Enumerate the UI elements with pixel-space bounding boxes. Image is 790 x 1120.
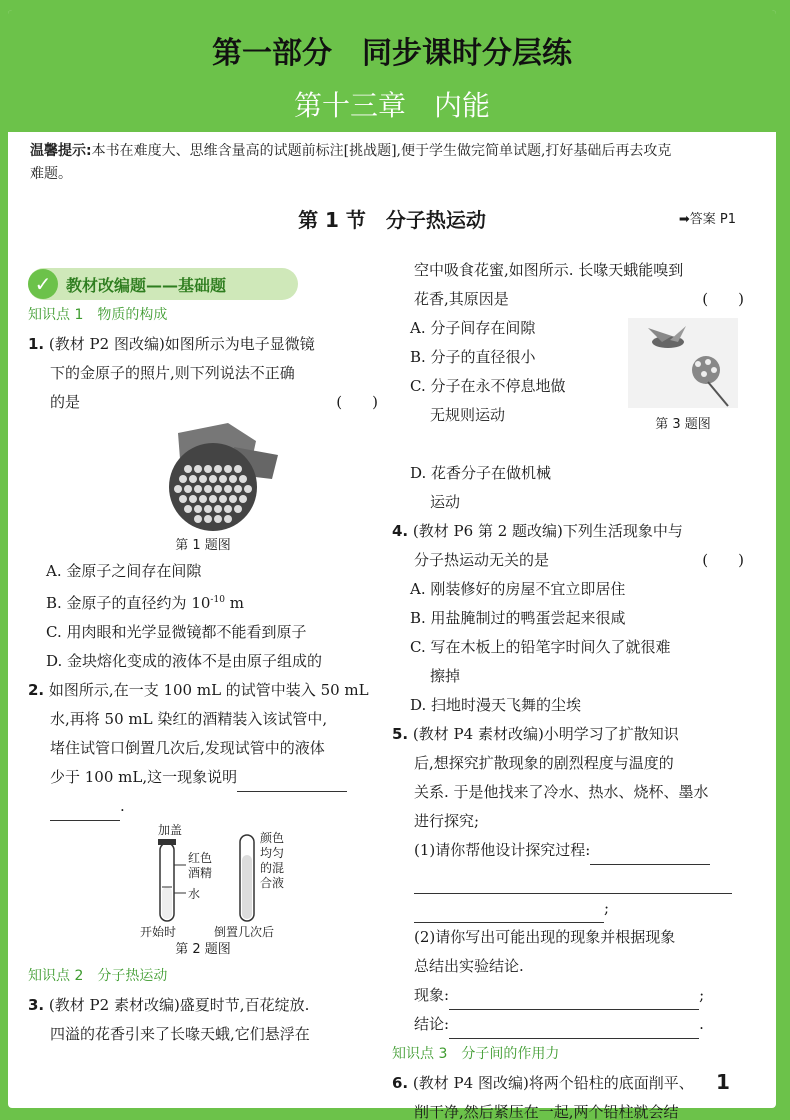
q5-text-1: (教材 P4 素材改编)小明学习了扩散知识 bbox=[412, 725, 679, 743]
q3-line-4 bbox=[392, 285, 744, 314]
q5-sub-1-line-3 bbox=[392, 894, 744, 923]
q4-option-b: B. 用盐腌制过的鸭蛋尝起来很咸 bbox=[410, 609, 626, 627]
chapter-title: 第十三章 内能 bbox=[293, 89, 490, 122]
q3-line-2: 四溢的花香引来了长喙天蛾,它们悬浮在 bbox=[50, 1025, 310, 1043]
q3-option-a: A. 分子间存在间隙 bbox=[410, 319, 536, 337]
q3-answer-paren: ( ) bbox=[702, 290, 744, 308]
q5-sub-1-line-2 bbox=[392, 865, 744, 894]
q1-option-d: D. 金块熔化变成的液体不是由原子组成的 bbox=[46, 652, 323, 670]
knowledge-point-1: 知识点 1 物质的构成 bbox=[28, 307, 168, 323]
q5-sub-1 bbox=[392, 836, 744, 865]
q2-text-1: 如图所示,在一支 100 mL 的试管中装入 50 mL bbox=[48, 681, 369, 699]
q1-line-2: 下的金原子的照片,则下列说法不正确 bbox=[50, 364, 295, 382]
fig-alcohol-label: 红色酒精 bbox=[188, 851, 213, 880]
section-badge bbox=[28, 268, 298, 300]
q3-option-c-1: C. 分子在永不停息地做 bbox=[410, 377, 566, 395]
right-column bbox=[392, 256, 744, 1120]
fig-water-label: 水 bbox=[188, 887, 201, 901]
q6-text-1: (教材 P4 图改编)将两个铅柱的底面削平、 bbox=[412, 1074, 694, 1092]
fig-mix-label: 颜色均匀的混合液 bbox=[260, 831, 285, 890]
badge-label: 教材改编题——基础题 bbox=[66, 275, 227, 295]
q1-option-b-exponent: -10 bbox=[210, 595, 225, 605]
page-number: 1 bbox=[716, 1070, 730, 1094]
q1-option-b-text: B. 金原子的直径约为 10 bbox=[46, 594, 211, 612]
q6-number: 6. bbox=[392, 1074, 409, 1092]
q5-phenomenon bbox=[392, 981, 744, 1010]
q4-answer-paren: ( ) bbox=[702, 551, 744, 569]
q1-text-3: 的是 bbox=[50, 393, 81, 411]
q1-option-b-unit: m bbox=[224, 594, 244, 612]
tip-box bbox=[30, 140, 760, 186]
q5-sub-1-text: (1)请你帮他设计探究过程: bbox=[414, 841, 591, 859]
q6-line-1 bbox=[392, 1069, 744, 1098]
tip-text: 本书在难度大、思维含量高的试题前标注[挑战题],便于学生做完简单试题,打好基础后再去攻克 bbox=[91, 143, 672, 159]
q1-option-c: C. 用肉眼和光学显微镜都不能看到原子 bbox=[46, 623, 307, 641]
q4-text-2: 分子热运动无关的是 bbox=[414, 551, 550, 569]
q5-phenomenon-end: ; bbox=[699, 986, 705, 1004]
q2-figure-caption: 第 2 题图 bbox=[175, 942, 231, 957]
q3-line-3: 空中吸食花蜜,如图所示. 长喙天蛾能嗅到 bbox=[414, 261, 684, 279]
q6-line-2: 削干净,然后紧压在一起,两个铅柱就会结 bbox=[414, 1103, 679, 1120]
answer-reference: ➡答案 P1 bbox=[678, 212, 736, 227]
q5-line-1 bbox=[392, 720, 744, 749]
q4-option-d: D. 扫地时漫天飞舞的尘埃 bbox=[410, 696, 582, 714]
q1-answer-paren: ( ) bbox=[336, 393, 378, 411]
q5-line-4: 进行探究; bbox=[414, 812, 480, 830]
q2-answer-blank[interactable] bbox=[237, 791, 347, 792]
gold-atoms-image bbox=[28, 417, 378, 535]
q4-number: 4. bbox=[392, 522, 409, 540]
knowledge-point-2: 知识点 2 分子热运动 bbox=[28, 968, 168, 984]
check-icon: ✓ bbox=[28, 269, 58, 299]
q5-conclusion-label: 结论: bbox=[414, 1015, 450, 1033]
q3-option-d-1: D. 花香分子在做机械 bbox=[410, 464, 552, 482]
q2-line-3: 堵住试管口倒置几次后,发现试管中的液体 bbox=[50, 739, 325, 757]
q2-figure bbox=[28, 821, 378, 939]
q5-sub-2-b: 总结出实验结论. bbox=[414, 957, 524, 975]
left-column bbox=[28, 268, 378, 1049]
q3-option-b: B. 分子的直径很小 bbox=[410, 348, 536, 366]
q4-option-c-2: 擦掉 bbox=[430, 667, 461, 685]
moth-flower-image bbox=[628, 318, 738, 408]
q1-text-1: (教材 P2 图改编)如图所示为电子显微镜 bbox=[48, 335, 315, 353]
q5-line-2: 后,想探究扩散现象的剧烈程度与温度的 bbox=[414, 754, 674, 772]
q4-option-a: A. 刚装修好的房屋不宜立即居住 bbox=[410, 580, 626, 598]
q2-line-2: 水,再将 50 mL 染红的酒精装入该试管中, bbox=[50, 710, 328, 728]
q5-conclusion bbox=[392, 1010, 744, 1039]
q2-text-4: 少于 100 mL,这一现象说明 bbox=[50, 768, 238, 786]
q3-number: 3. bbox=[28, 996, 45, 1014]
q4-text-1: (教材 P6 第 2 题改编)下列生活现象中与 bbox=[412, 522, 683, 540]
q1-figure bbox=[28, 417, 378, 535]
q5-sub-2-a: (2)请你写出可能出现的现象并根据现象 bbox=[414, 928, 676, 946]
q5-line-3: 关系. 于是他找来了冷水、热水、烧杯、墨水 bbox=[414, 783, 709, 801]
q5-conclusion-end: . bbox=[699, 1015, 704, 1033]
tip-label: 温馨提示: bbox=[30, 143, 92, 159]
q4-line-2 bbox=[392, 546, 744, 575]
q3-figure-caption: 第 3 题图 bbox=[655, 417, 711, 432]
q5-number: 5. bbox=[392, 725, 409, 743]
q1-line-3 bbox=[28, 388, 378, 417]
q2-line-4 bbox=[28, 763, 378, 792]
page-sheet bbox=[8, 10, 776, 1120]
tip-text-2: 难题。 bbox=[30, 166, 72, 182]
fig-start-label: 开始时 bbox=[140, 925, 177, 939]
q3-text-4: 花香,其原因是 bbox=[414, 290, 509, 308]
q4-option-c-1: C. 写在木板上的铅笔字时间久了就很难 bbox=[410, 638, 671, 656]
q1-number: 1. bbox=[28, 335, 45, 353]
q3-line-1 bbox=[28, 991, 378, 1020]
q5-sub-1-end: ; bbox=[604, 899, 610, 917]
q1-figure-caption: 第 1 题图 bbox=[175, 538, 231, 553]
q3-text-1: (教材 P2 素材改编)盛夏时节,百花绽放. bbox=[48, 996, 310, 1014]
q1-option-b bbox=[28, 586, 378, 618]
q2-line-1 bbox=[28, 676, 378, 705]
knowledge-point-3: 知识点 3 分子间的作用力 bbox=[392, 1046, 560, 1062]
q1-option-a: A. 金原子之间存在间隙 bbox=[46, 562, 202, 580]
header-band bbox=[8, 10, 776, 132]
q1-line-1 bbox=[28, 330, 378, 359]
section-title: 第 1 节 分子热运动 bbox=[298, 208, 486, 232]
fig-lid-label: 加盖 bbox=[158, 823, 183, 837]
q2-text-5: . bbox=[120, 797, 125, 815]
q3-option-c-2: 无规则运动 bbox=[430, 406, 506, 424]
q3-block bbox=[392, 314, 744, 459]
q4-line-1 bbox=[392, 517, 744, 546]
q2-number: 2. bbox=[28, 681, 45, 699]
q3-option-d-2: 运动 bbox=[430, 493, 461, 511]
q2-line-5 bbox=[28, 792, 378, 821]
fig-after-label: 倒置几次后 bbox=[214, 925, 275, 939]
part-title: 第一部分 同步课时分层练 bbox=[212, 36, 572, 71]
q5-phenomenon-label: 现象: bbox=[414, 986, 450, 1004]
